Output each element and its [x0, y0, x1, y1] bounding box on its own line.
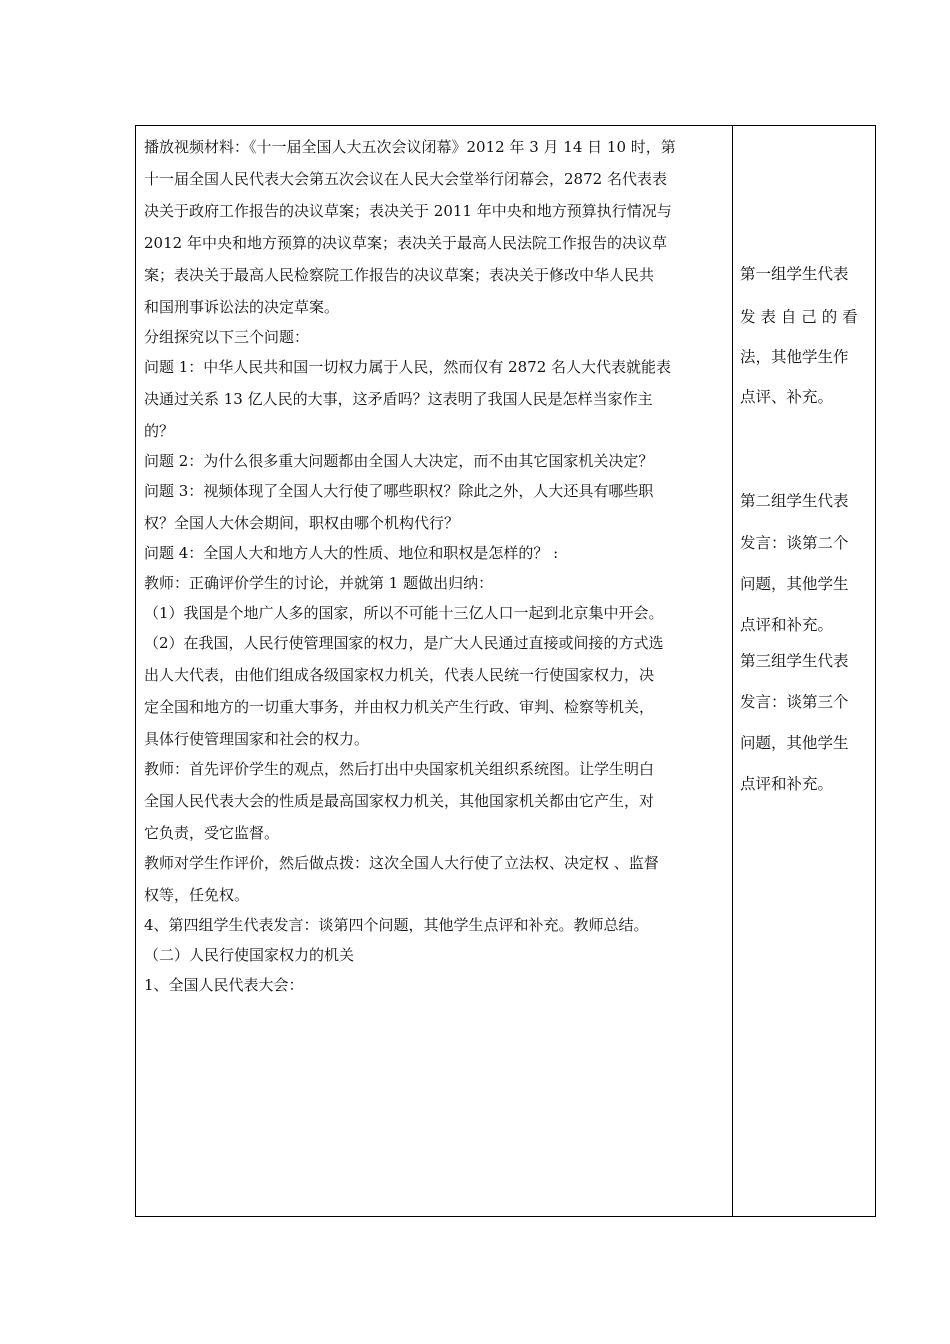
- column-divider: [732, 125, 733, 1217]
- document-page: 播放视频材料：《十一届全国人大五次会议闭幕》2012 年 3 月 14 日 10 时，第 十一届全国人民代表大会第五次会议在人民大会堂举行闭幕会，2872 名代表表 决关于政府工作报告的决议草案；表决关于 2011 年中央和地方预算执行情况与 2012 年中央和地方预算的决议草案；表决关于最高人民法院工作报告的决议草 案；表决关于最高人民检察院工作报告的决议草案；表决关于修改中华人民共 和国刑事诉讼法的决定草案。 分组探究以下三个问题： 问题 1：中华人民共和国一切权力属于人民，然而仅有 2872 名人大代表就能表 决通过关系 13 亿人民的大事，这矛盾吗？这表明了我国人民是怎样当家作主 的？ 问题 2：为什么很多重大问题都由全国人大决定，而不由其它国家机关决定？ 问题 3：视频体现了全国人大行使了哪些职权？除此之外，人大还具有哪些职 权？全国人大休会期间，职权由哪个机构代行？ 问题 4：全国人大和地方人大的性质、地位和职权是怎样的？ : 教师：正确评价学生的讨论，并就第 1 题做出归纳： （1）我国是个地广人多的国家，所以不可能十三亿人口一起到北京集中开会。 （2）在我国，人民行使管理国家的权力，是广大人民通过直接或间接的方式选 出人大代表，由他们组成各级国家权力机关，代表人民统一行使国家权力，决 定全国和地方的一切重大事务，并由权力机关产生行政、审判、检察等机关， 具体行使管理国家和社会的权力。 教师：首先评价学生的观点，然后打出中央国家机关组织系统图。让学生明白 全国人民代表大会的性质是最高国家权力机关，其他国家机关都由它产生，对 它负责，受它监督。 教师对学生作评价，然后做点拨：这次全国人大行使了立法权、决定权 、监督 权等，任免权。 4、第四组学生代表发言：谈第四个问题，其他学生点评和补充。教师总结。 （二）人民行使国家权力的机关 1、全国人民代表大会： 第一组学生代表 发 表 自 己 的 看 法，其他学生作 点评、补充。 第二组学生代表 发言：谈第二个 问题，其他学生 点评和补充。 第三组学生代表 发言：谈第三个 问题，其他学生 点评和补充。: [0, 0, 950, 1344]
